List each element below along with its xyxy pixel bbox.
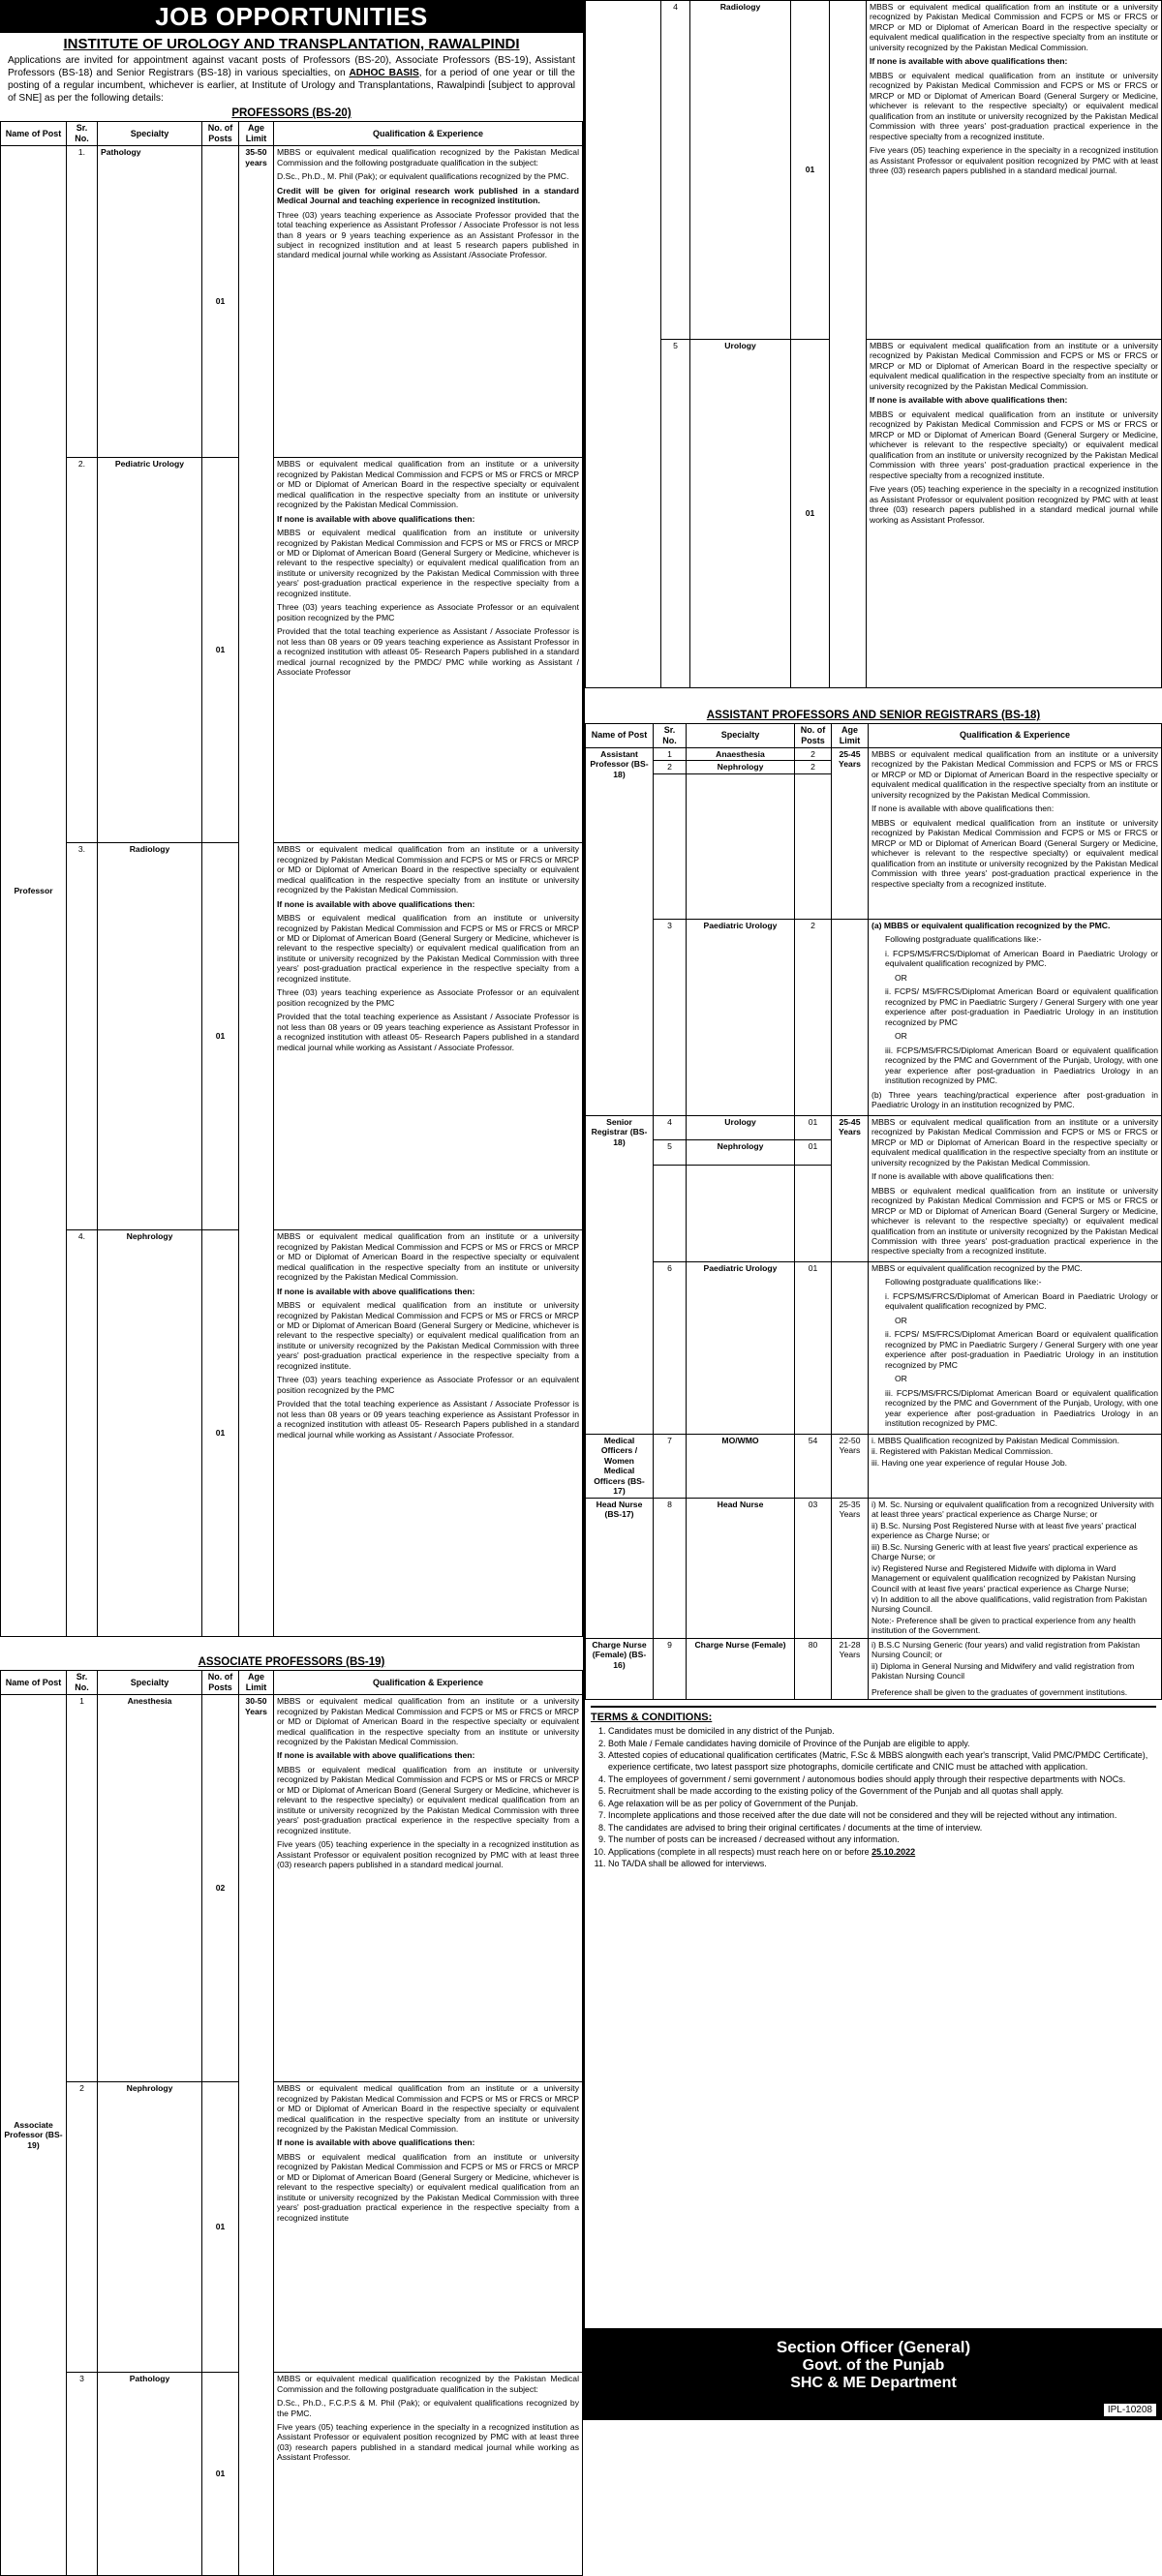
sr-no: 3 bbox=[67, 2373, 98, 2576]
qualification bbox=[274, 2373, 583, 2576]
sr-no: 6 bbox=[654, 1261, 687, 1434]
specialty: Charge Nurse (Female) bbox=[687, 1638, 795, 1699]
col-age: Age Limit bbox=[832, 724, 869, 748]
q-text: MBBS or equivalent medical qualification from an institute or university recognized by Pakistan Medical Commission and FCPS or MS or FRCS or MRCP or MD or Diplomat of American Board (General Surgery or Medicine, whichever is relevant to the respective specialty) or equivalent medical qualification from an institute or university recognized by the Pakistan Medical Commission with three years' post-graduation practical experience in the respective specialty from a recognized institute. bbox=[870, 70, 1158, 141]
terms-section bbox=[591, 1706, 1156, 1869]
q-text: iii. FCPS/MS/FRCS/Diplomat American Board or equivalent qualification recognized by the PMC and Government of the Punjab, Urology, with one year experience after post-graduation in Paediatrics Urology in an institution recognized by PMC. bbox=[885, 1045, 1158, 1086]
list-item: 9. The number of posts can be increased / decreased without any information. bbox=[608, 1834, 1156, 1846]
sr-no: 3 bbox=[654, 919, 687, 1115]
q-text: i. FCPS/MS/FRCS/Diplomat of American Board in Paediatric Urology or equivalent qualification recognized by PMC. bbox=[885, 948, 1158, 969]
q-text: MBBS or equivalent medical qualification from an institute or a university recognized by Pakistan Medical Commission and FCPS or MS or FRCS or MRCP or MD or Diplomat of American Board in the respective specialty or equivalent medical qualification in the respective specialty from an institute or university recognized by the Pakistan Medical Commission. bbox=[277, 459, 579, 510]
qualification bbox=[869, 747, 1162, 919]
sr-no: 2. bbox=[67, 458, 98, 843]
table-row bbox=[586, 1434, 1162, 1498]
posts: 01 bbox=[791, 1, 830, 340]
q-text: Three (03) years teaching experience as Associate Professor or an equivalent position recognized by the PMC bbox=[277, 1375, 579, 1395]
q-text: MBBS or equivalent medical qualification from an institute or university recognized by Pakistan Medical Commission and FCPS or MS or FRCS or MRCP or MD or Diplomat of American Board (General Surgery or Medicine, whichever is relevant to the respective specialty) or equivalent medical qualification from an institute or university recognized by the Pakistan Medical Commission with three years' post-graduation practical experience in the respective specialty from a recognized institute. bbox=[277, 1300, 579, 1371]
sr-no: 1 bbox=[654, 747, 687, 760]
associate-heading: ASSOCIATE PROFESSORS (BS-19) bbox=[198, 1656, 385, 1669]
col-posts: No. of Posts bbox=[202, 1671, 239, 1695]
sr-no: 2 bbox=[67, 2082, 98, 2373]
sr-no: 7 bbox=[654, 1434, 687, 1498]
table-row bbox=[1, 146, 583, 458]
intro-paragraph bbox=[8, 54, 575, 105]
q-item: Note:- Preference shall be given to practical experience from any health institution of the Government. bbox=[872, 1615, 1136, 1636]
table-row bbox=[586, 1, 1162, 340]
table-row bbox=[586, 1498, 1162, 1638]
q-item: ii. Registered with Pakistan Medical Commission. bbox=[872, 1446, 1054, 1457]
col-age: Age Limit bbox=[239, 122, 274, 146]
qualification bbox=[274, 1230, 583, 1637]
post-name: Medical Officers / Women Medical Officers (BS-17) bbox=[586, 1434, 654, 1498]
posts: 2 bbox=[795, 761, 832, 773]
q-text: i. FCPS/MS/FRCS/Diplomat of American Board in Paediatric Urology or equivalent qualification recognized by PMC. bbox=[885, 1290, 1158, 1312]
posts: 02 bbox=[202, 1695, 239, 2082]
sr-no: 1. bbox=[67, 146, 98, 458]
col-specialty: Specialty bbox=[98, 122, 202, 146]
col-age: Age Limit bbox=[239, 1671, 274, 1695]
qualification bbox=[274, 146, 583, 458]
q-text: OR bbox=[895, 1031, 907, 1042]
list-item: 2. Both Male / Female candidates having domicile of Province of the Punjab are eligible to apply. bbox=[608, 1739, 1156, 1750]
specialty: Radiology bbox=[690, 1, 791, 340]
q-text: MBBS or equivalent medical qualification recognized by the Pakistan Medical Commission and the following postgraduate qualification in the subject: bbox=[277, 2374, 579, 2394]
q-text: Provided that the total teaching experience as Assistant / Associate Professor is not less than 08 years or 09 years teaching experience as Assistant Professor in a recognized institution with atleast 05- Research Papers published in a standard medical journal while working as Assistant / Associate Professor. bbox=[277, 1012, 579, 1052]
q-text: MBBS or equivalent medical qualification from an institute or a university recognized by Pakistan Medical Commission and FCPS or MS or FRCS or MRCP or MD or Diplomat of American Board in the respective specialty or equivalent medical qualification in the respective specialty from an institute or university recognized by the Pakistan Medical Commission. bbox=[870, 341, 1158, 391]
posts: 01 bbox=[202, 2373, 239, 2576]
col-specialty: Specialty bbox=[687, 724, 795, 748]
q-text: iii. FCPS/MS/FRCS/Diplomat American Board or equivalent qualification recognized by the PMC and Government of the Punjab, Urology, with one year experience after post-graduation in Paediatrics Urology in an institution recognized by PMC. bbox=[885, 1387, 1158, 1429]
q-text: If none is available with above qualifications then: bbox=[872, 803, 1055, 814]
table-row bbox=[586, 919, 1162, 1115]
qualification bbox=[274, 843, 583, 1230]
assistant-heading: ASSISTANT PROFESSORS AND SENIOR REGISTRARS (BS-18) bbox=[706, 710, 1041, 721]
post-name: Associate Professor (BS-19) bbox=[1, 1695, 67, 2576]
age-limit: 25-45 Years bbox=[832, 747, 869, 919]
intro-text-a: Applications are invited for appointment against vacant posts of Professors (BS-20), Associate Professors (BS-19), Assistant Professors (BS-18) and Senior Registrars (BS-18) in various specialties, on bbox=[8, 55, 575, 79]
specialty: Urology bbox=[690, 340, 791, 688]
q-text: Three (03) years teaching experience as Associate Professor or an equivalent position recognized by the PMC bbox=[277, 987, 579, 1008]
sr-no: 4 bbox=[654, 1115, 687, 1140]
posts: 01 bbox=[795, 1140, 832, 1166]
list-item: 11. No TA/DA shall be allowed for interviews. bbox=[608, 1859, 1156, 1870]
q-text: MBBS or equivalent medical qualification from an institute or a university recognized by Pakistan Medical Commission and FCPS or MS or FRCS or MRCP or MD or Diplomat of American Board in the respective specialty or equivalent medical qualification in the respective specialty from an institute or university recognized by the Pakistan Medical Commission. bbox=[872, 1116, 1158, 1167]
qualification bbox=[867, 1, 1162, 340]
specialty: Pediatric Urology bbox=[98, 458, 202, 843]
table-header-row bbox=[1, 122, 583, 146]
q-text: If none is available with above qualifications then: bbox=[277, 898, 475, 909]
age-limit: 22-50 Years bbox=[832, 1434, 869, 1498]
specialty: Pathology bbox=[98, 146, 202, 458]
q-item: iii. Having one year experience of regular House Job. bbox=[872, 1457, 1068, 1468]
q-item: Preference shall be given to the graduates of government institutions. bbox=[872, 1686, 1128, 1697]
q-text: D.Sc., Ph.D., M. Phil (Pak); or equivalent qualifications recognized by the PMC. bbox=[277, 171, 569, 182]
q-item: v) In addition to all the above qualifications, valid registration from Pakistan Nursing Council. bbox=[872, 1594, 1147, 1615]
age-limit: 25-45 Years bbox=[832, 1115, 869, 1261]
qualification bbox=[274, 1695, 583, 2082]
table-header-row bbox=[586, 724, 1162, 748]
table-row bbox=[1, 1230, 583, 1637]
table-row bbox=[1, 458, 583, 843]
col-qualification: Qualification & Experience bbox=[274, 1671, 583, 1695]
table-row bbox=[1, 2082, 583, 2373]
col-sr: Sr. No. bbox=[67, 122, 98, 146]
signature-block bbox=[585, 2328, 1162, 2420]
posts: 2 bbox=[795, 747, 832, 760]
posts: 01 bbox=[202, 2082, 239, 2373]
sr-no: 4 bbox=[661, 1, 690, 340]
q-item: iv) Registered Nurse and Registered Midwife with diploma in Ward Management or equivalent qualification recognized by Pakistan Nursing Council with at least five years' practical experience as Charge Nurse; bbox=[872, 1562, 1136, 1593]
professors-table bbox=[0, 121, 583, 1637]
col-name: Name of Post bbox=[586, 724, 654, 748]
posts: 01 bbox=[795, 1115, 832, 1140]
col-name: Name of Post bbox=[1, 1671, 67, 1695]
list-item: 7. Incomplete applications and those received after the due date will not be considered and they will be rejected without any intimation. bbox=[608, 1810, 1156, 1822]
list-item: 8. The candidates are advised to bring their original certificates / documents at the time of interview. bbox=[608, 1823, 1156, 1834]
specialty: Nephrology bbox=[687, 761, 795, 773]
specialty: Nephrology bbox=[687, 1140, 795, 1166]
left-column bbox=[0, 0, 585, 2479]
table-row bbox=[1, 1695, 583, 2082]
q-text: ii. FCPS/ MS/FRCS/Diplomat American Board or equivalent qualification recognized by PMC in Paediatric Surgery / General Surgery with one year experience after post-graduation in Paediatric Urology in an institution recognized by PMC bbox=[885, 1329, 1158, 1370]
q-text: MBBS or equivalent medical qualification from an institute or a university recognized by Pakistan Medical Commission and FCPS or MS or FRCS or MRCP or MD or Diplomat of American Board in the respective specialty or equivalent medical qualification in the respective specialty from an institute or university recognized by the Pakistan Medical Commission. bbox=[277, 2083, 579, 2134]
posts: 01 bbox=[791, 340, 830, 688]
qualification bbox=[869, 1261, 1162, 1434]
banner-title: JOB OPPORTUNITIES bbox=[0, 0, 583, 33]
specialty: Anesthesia bbox=[98, 1695, 202, 2082]
list-item: 1. Candidates must be domiciled in any district of the Punjab. bbox=[608, 1726, 1156, 1738]
table-row bbox=[586, 1261, 1162, 1434]
posts: 01 bbox=[795, 1261, 832, 1434]
qualification bbox=[274, 2082, 583, 2373]
table-header-row bbox=[1, 1671, 583, 1695]
table-row bbox=[586, 1638, 1162, 1699]
q-item: i. MBBS Qualification recognized by Pakistan Medical Commission. bbox=[872, 1435, 1120, 1445]
q-text: MBBS or equivalent medical qualification from an institute or a university recognized by Pakistan Medical Commission and FCPS or MS or FRCS or MRCP or MD or Diplomat of American Board in the respective specialty or equivalent medical qualification in the respective specialty from an institute or university recognized by the Pakistan Medical Commission. bbox=[277, 844, 579, 895]
qualification bbox=[869, 1498, 1162, 1638]
sr-no: 4. bbox=[67, 1230, 98, 1637]
specialty: Paediatric Urology bbox=[687, 919, 795, 1115]
age-limit: 30-50 Years bbox=[239, 1695, 274, 2576]
specialty: Paediatric Urology bbox=[687, 1261, 795, 1434]
list-item: 4. The employees of government / semi government / autonomous bodies should apply through their respective departments with NOCs. bbox=[608, 1774, 1156, 1786]
col-sr: Sr. No. bbox=[654, 724, 687, 748]
col-sr: Sr. No. bbox=[67, 1671, 98, 1695]
q-text: MBBS or equivalent medical qualification from an institute or university recognized by Pakistan Medical Commission and FCPS or MS or FRCS or MRCP or MD or Diplomat of American Board (General Surgery or Medicine, whichever is relevant to the respective specialty) or equivalent medical qualification from an institute or university recognized by the Pakistan Medical Commission with three years' post-graduation practical experience in the respective specialty from a recognized institute. bbox=[872, 817, 1158, 889]
posts: 01 bbox=[202, 843, 239, 1230]
qualification bbox=[869, 1115, 1162, 1261]
associate-table bbox=[0, 1670, 583, 2576]
q-text: OR bbox=[895, 1315, 907, 1325]
q-text: MBBS or equivalent medical qualification from an institute or university recognized by Pakistan Medical Commission and FCPS or MS or FRCS or MRCP or MD or Diplomat of American Board (General Surgery or Medicine, whichever is relevant to the respective specialty) or equivalent medical qualification from an institute or university recognized by the Pakistan Medical Commission with three years' post-graduation practical experience in the respective specialty from a recognized institute. bbox=[872, 1185, 1158, 1257]
q-text: MBBS or equivalent medical qualification from an institute or a university recognized by Pakistan Medical Commission and FCPS or MS or FRCS or MRCP or MD or Diplomat of American Board in the respective specialty or equivalent medical qualification in the respective specialty from an institute or university recognized by the Pakistan Medical Commission. bbox=[277, 1696, 579, 1746]
sr-no: 3. bbox=[67, 843, 98, 1230]
q-text: OR bbox=[895, 1374, 907, 1384]
q-text: If none is available with above qualifications then: bbox=[870, 56, 1068, 67]
ad-reference: IPL-10208 bbox=[1104, 2404, 1156, 2416]
q-text: MBBS or equivalent medical qualification from an institute or a university recognized by Pakistan Medical Commission and FCPS or MS or FRCS or MRCP or MD or Diplomat of American Board in the respective specialty or equivalent medical qualification in the respective specialty from an institute or university recognized by the Pakistan Medical Commission. bbox=[870, 2, 1158, 52]
q-text: MBBS or equivalent medical qualification from an institute or a university recognized by Pakistan Medical Commission and FCPS or MS or FRCS or MRCP or MD or Diplomat of American Board in the respective specialty or equivalent medical qualification in the respective specialty from an institute or university recognized by the Pakistan Medical Commission. bbox=[277, 1231, 579, 1283]
table-row bbox=[1, 2373, 583, 2576]
q-text: If none is available with above qualifications then: bbox=[870, 395, 1068, 406]
q-item: ii) Diploma in General Nursing and Midwifery and valid registration from Pakistan Nursing Council bbox=[872, 1660, 1135, 1682]
q-text: Five years (05) teaching experience in the specialty in a recognized institution as Assistant Professor or equivalent position recognized by PMC with at least three (03) research papers published in a standard medical journal while working as Assistant Professor. bbox=[277, 2422, 579, 2463]
institute-name: INSTITUTE OF UROLOGY AND TRANSPLANTATION, RAWALPINDI bbox=[63, 36, 520, 52]
sr-no: 5 bbox=[661, 340, 690, 688]
intro-adhoc: ADHOC BASIS bbox=[349, 68, 419, 79]
q-text: MBBS or equivalent medical qualification from an institute or a university recognized by the Pakistan Medical Commission and FCPS or MS or FRCS or MRCP or MD or Diplomat of American Board in the respective specialty or equivalent medical qualification in the respective specialty from an institute or university recognized by the Pakistan Medical Commission. bbox=[872, 748, 1158, 800]
signature-dept: SHC & ME Department bbox=[790, 2375, 957, 2391]
col-posts: No. of Posts bbox=[202, 122, 239, 146]
associate-continued-table bbox=[585, 0, 1162, 688]
q-text: Three (03) years teaching experience as Associate Professor or an equivalent position recognized by the PMC bbox=[277, 602, 579, 622]
q-text: MBBS or equivalent medical qualification from an institute or university recognized by Pakistan Medical Commission and FCPS or MS or FRCS or MRCP or MD or Diplomat of American Board (General Surgery or Medicine, whichever is relevant to the respective specialty) or equivalent medical qualification from an institute or university recognized by the Pakistan Medical Commission with three years' post-graduation practical experience in the respective specialty from a recognized institute. bbox=[870, 409, 1158, 480]
list-item: 6. Age relaxation will be as per policy of Government of the Punjab. bbox=[608, 1799, 1156, 1810]
terms-title: TERMS & CONDITIONS: bbox=[591, 1712, 713, 1724]
qualification bbox=[869, 1638, 1162, 1699]
list-item: 5. Recruitment shall be made according to the existing policy of the Government of the Punjab and all quotas shall apply. bbox=[608, 1786, 1156, 1798]
sr-no: 5 bbox=[654, 1140, 687, 1166]
posts: 01 bbox=[202, 1230, 239, 1637]
specialty: Urology bbox=[687, 1115, 795, 1140]
q-text: If none is available with above qualifications then: bbox=[277, 2137, 475, 2148]
col-qualification: Qualification & Experience bbox=[274, 122, 583, 146]
age-limit: 21-28 Years bbox=[832, 1638, 869, 1699]
sr-no: 2 bbox=[654, 761, 687, 773]
signature-title: Section Officer (General) bbox=[776, 2338, 971, 2356]
deadline-date: 25.10.2022 bbox=[872, 1846, 916, 1857]
q-text: If none is available with above qualifications then: bbox=[277, 1286, 475, 1296]
specialty: Head Nurse bbox=[687, 1498, 795, 1638]
table-row bbox=[586, 340, 1162, 688]
q-text: ii. FCPS/ MS/FRCS/Diplomat American Board or equivalent qualification recognized by PMC in Paediatric Surgery / General Surgery with one year experience after post-graduation in Paediatric Urology in an institution recognized by PMC bbox=[885, 986, 1158, 1027]
list-item bbox=[608, 1847, 1156, 1859]
sr-no: 9 bbox=[654, 1638, 687, 1699]
posts: 2 bbox=[795, 919, 832, 1115]
posts: 54 bbox=[795, 1434, 832, 1498]
q-text: Credit will be given for original research work published in a standard Medical Journal and teaching experience in recognized institution. bbox=[277, 185, 579, 206]
intro-text-c: , for a period of one year or till the posting of a regular incumbent, whichever is earlier, at Institute of Urology and Transplantations, Rawalpindi [subject to approval of SNE] as per the following details: bbox=[8, 68, 575, 105]
q-text: MBBS or equivalent qualification recognized by the PMC. bbox=[872, 1262, 1083, 1273]
q-text: MBBS or equivalent medical qualification from an institute or university recognized by Pakistan Medical Commission and FCPS or MS or FRCS or MRCP or MD or Diplomat of American Board (General Surgery or Medicine, whichever is relevant to the respective specialty) or equivalent medical qualification from an institute or university recognized by the Pakistan Medical Commission with three years' post-graduation practical experience in the respective specialty from a recognized institute. bbox=[277, 1764, 579, 1835]
q-text: (b) Three years teaching/practical experience after post-graduation in Paediatric Urology in an institution recognized by PMC. bbox=[872, 1089, 1158, 1110]
post-name: Professor bbox=[1, 146, 67, 1637]
q-text: OR bbox=[895, 972, 907, 983]
q-text: If none is available with above qualifications then: bbox=[277, 1750, 475, 1761]
age-limit bbox=[830, 1, 867, 688]
posts: 03 bbox=[795, 1498, 832, 1638]
professors-heading: PROFESSORS (BS-20) bbox=[231, 107, 352, 120]
age-limit: 25-35 Years bbox=[832, 1498, 869, 1638]
specialty: MO/WMO bbox=[687, 1434, 795, 1498]
post-name: Charge Nurse (Female) (BS-16) bbox=[586, 1638, 654, 1699]
post-name bbox=[586, 1, 661, 688]
q-item: iii) B.Sc. Nursing Generic with at least five years' practical experience as Charge Nurse; or bbox=[872, 1541, 1138, 1562]
q-item: ii) B.Sc. Nursing Post Registered Nurse with at least five years' practical experience as Charge Nurse; or bbox=[872, 1520, 1137, 1541]
qualification bbox=[867, 340, 1162, 688]
col-posts: No. of Posts bbox=[795, 724, 832, 748]
q-text: Five years (05) teaching experience in the specialty in a recognized institution as Assistant Professor or equivalent position recognized by PMC with at least three (03) research papers published in a standard medical journal. bbox=[870, 145, 1158, 176]
q-text: MBBS or equivalent medical qualification from an institute or university recognized by Pakistan Medical Commission and FCPS or MS or FRCS or MRCP or MD or Diplomat of American Board (General Surgery or Medicine, whichever is relevant to the respective specialty) or equivalent medical qualification from an institute or university recognized by the Pakistan Medical Commission with three years' post-graduation practical experience in the respective specialty from a recognized institute bbox=[277, 2151, 579, 2223]
specialty: Nephrology bbox=[98, 1230, 202, 1637]
deadline-text: Applications (complete in all respects) must reach here on or before bbox=[608, 1846, 872, 1857]
table-row bbox=[1, 843, 583, 1230]
q-text: Following postgraduate qualifications like:- bbox=[885, 934, 1042, 945]
q-text: If none is available with above qualifications then: bbox=[872, 1171, 1055, 1182]
post-name: Senior Registrar (BS-18) bbox=[586, 1115, 654, 1434]
qualification bbox=[869, 919, 1162, 1115]
q-text: Provided that the total teaching experience as Assistant / Associate Professor is not less than 08 years or 09 years teaching experience as Assistant Professor in a recognized institution with atleast 05- Research Papers published in a standard medical journal while working as Assistant / Associate Professor. bbox=[277, 1399, 579, 1440]
qualification bbox=[869, 1434, 1162, 1498]
q-text: Provided that the total teaching experience as Assistant / Associate Professor is not less than 08 years or 09 years teaching experience as Assistant Professor in a recognized institution with atleast 05- Research Papers published in a standard medical journal recognized by the PMDC/ PMC while working as Assistant / Associate Professor bbox=[277, 626, 579, 678]
specialty: Pathology bbox=[98, 2373, 202, 2576]
table-row bbox=[586, 747, 1162, 760]
specialty: Nephrology bbox=[98, 2082, 202, 2373]
list-item: 3. Attested copies of educational qualification certificates (Matric, F.Sc & MBBS alongwith each year's transcript, Valid PMC/PMDC Certificate), experience certificate, two latest passport size photographs, domicile certificate and CNIC must be attached with application. bbox=[608, 1750, 1156, 1773]
post-name: Head Nurse (BS-17) bbox=[586, 1498, 654, 1638]
q-text: MBBS or equivalent medical qualification from an institute or university recognized by Pakistan Medical Commission and FCPS or MS or FRCS or MRCP or MD or Diplomat of American Board (General Surgery or Medicine, whichever is relevant to the respective specialty) or equivalent medical qualification from an institute or university recognized by the Pakistan Medical Commission with three years' post-graduation practical experience in the respective specialty from a recognized institute. bbox=[277, 528, 579, 598]
signature-govt: Govt. of the Punjab bbox=[802, 2357, 945, 2374]
q-text: Five years (05) teaching experience in the specialty in a recognized institution as Assistant Professor or equivalent position recognized by PMC with at least three (03) research papers published in a standard medical journal while working as Assistant Professor. bbox=[870, 484, 1158, 525]
specialty: Anaesthesia bbox=[687, 747, 795, 760]
posts: 80 bbox=[795, 1638, 832, 1699]
terms-list bbox=[608, 1726, 1156, 1869]
q-item: i) M. Sc. Nursing or equivalent qualification from a recognized University with at least three years' practical experience as Charge Nurse; or bbox=[872, 1499, 1154, 1520]
sr-no: 1 bbox=[67, 1695, 98, 2082]
col-name: Name of Post bbox=[1, 122, 67, 146]
q-text: Following postgraduate qualifications like:- bbox=[885, 1277, 1042, 1288]
posts: 01 bbox=[202, 458, 239, 843]
q-text: Three (03) years teaching experience as Associate Professor provided that the total teaching experience as Assistant Professor / Associate Professor is not less than 8 years or 9 years teaching experience as an Assistant Professor in the subject in recognized institution and at least 5 research papers published in standard medical journal while working as Assistant /Associate Professor. bbox=[277, 209, 579, 260]
post-name: Assistant Professor (BS-18) bbox=[586, 747, 654, 1115]
q-item: i) B.S.C Nursing Generic (four years) and valid registration from Pakistan Nursing Council; or bbox=[872, 1639, 1141, 1660]
qualification bbox=[274, 458, 583, 843]
q-text: (a) MBBS or equivalent qualification recognized by the PMC. bbox=[872, 920, 1111, 930]
q-text: D.Sc., Ph.D., F.C.P.S & M. Phil (Pak); or equivalent qualifications recognized by the PMC. bbox=[277, 2398, 579, 2418]
age-limit: 35-50 years bbox=[239, 146, 274, 1637]
q-text: MBBS or equivalent medical qualification recognized by the Pakistan Medical Commission and the following postgraduate qualification in the subject: bbox=[277, 147, 579, 167]
right-column bbox=[585, 0, 1162, 2420]
col-qualification: Qualification & Experience bbox=[869, 724, 1162, 748]
table-row bbox=[586, 1115, 1162, 1140]
sr-no: 8 bbox=[654, 1498, 687, 1638]
col-specialty: Specialty bbox=[98, 1671, 202, 1695]
q-text: MBBS or equivalent medical qualification from an institute or university recognized by Pakistan Medical Commission and FCPS or MS or FRCS or MRCP or MD or Diplomat of American Board (General Surgery or Medicine, whichever is relevant to the respective specialty) or equivalent medical qualification from an institute or university recognized by the Pakistan Medical Commission with three years' post-graduation practical experience in the respective specialty from a recognized institute. bbox=[277, 913, 579, 984]
q-text: Five years (05) teaching experience in the specialty in a recognized institution as Assistant Professor or equivalent position recognized by PMC with at least three (03) research papers published in a standard medical journal. bbox=[277, 1839, 579, 1870]
posts: 01 bbox=[202, 146, 239, 458]
q-text: If none is available with above qualifications then: bbox=[277, 513, 475, 524]
assistant-table bbox=[585, 723, 1162, 1700]
specialty: Radiology bbox=[98, 843, 202, 1230]
